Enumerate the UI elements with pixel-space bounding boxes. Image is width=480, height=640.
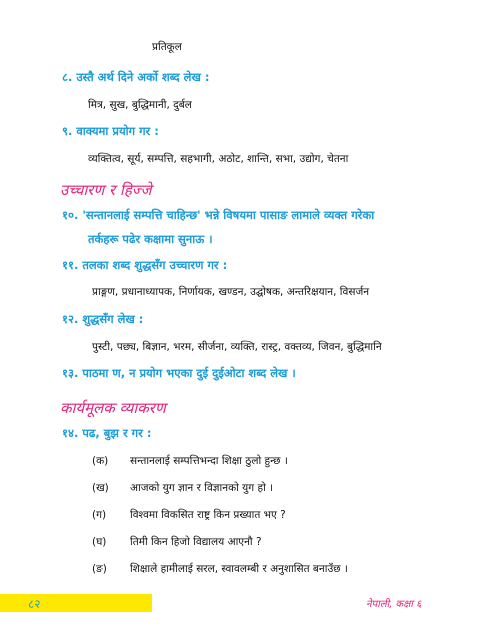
- question-13: १३. पाठमा ण, न प्रयोग भएका दुई दुईओटा शब्द लेख ।: [62, 366, 296, 380]
- item-marker: (ख): [92, 482, 109, 494]
- question-14: १४. पढ, बुझ र गर :: [62, 426, 152, 440]
- item-marker: (घ): [92, 536, 107, 548]
- question-11: ११. तलका शब्द शुद्धसँग उच्चारण गर :: [62, 258, 228, 272]
- question-9: ९. वाक्यमा प्रयोग गर :: [62, 124, 159, 138]
- answer-12: पुस्टी, पछ्य, बिज्ञान, भरम, सीर्जना, व्यक्ति, रास्ट्र, वक्तव्य, जिवन, बुद्धिमानि: [92, 341, 382, 353]
- item-text: शिक्षाले हामीलाई सरल, स्वावलम्बी र अनुशासित बनाउँछ ।: [130, 563, 348, 575]
- list-item: [92, 562, 348, 576]
- list-item: [92, 481, 273, 495]
- list-item: [92, 508, 286, 522]
- list-item: [92, 535, 262, 549]
- item-marker: (ङ): [92, 563, 107, 575]
- answer-11: प्राङ्गण, प्रधानाध्यापक, निर्णायक, खण्डन, उद्घोषक, अन्तरिक्षयान, विसर्जन: [92, 286, 370, 298]
- answer-9: व्यक्तित्व, सूर्य, सम्पत्ति, सहभागी, अठोट, शान्ति, सभा, उद्योग, चेतना: [88, 153, 349, 165]
- item-text: आजको युग ज्ञान र विज्ञानको युग हो ।: [130, 482, 274, 494]
- previous-answer: प्रतिकूल: [152, 41, 182, 53]
- question-10-line1: १०. 'सन्तानलाई सम्पत्ति चाहिन्छ' भन्ने विषयमा पासाङ लामाले व्यक्त गरेका: [62, 208, 375, 222]
- list-item: [92, 454, 288, 468]
- section-heading-pronunciation: उच्चारण र हिज्जे: [60, 181, 152, 199]
- answer-8: मित्र, सुख, बुद्धिमानी, दुर्बल: [88, 99, 192, 111]
- question-10-line2: तर्कहरू पढेर कक्षामा सुनाऊ ।: [88, 232, 213, 246]
- item-marker: (क): [92, 455, 109, 467]
- item-text: विश्वमा विकसित राष्ट्र किन प्रख्यात भए ?: [130, 509, 286, 521]
- item-text: तिमी किन हिजो विद्यालय आएनौ ?: [130, 536, 262, 548]
- footer-bar: [0, 594, 152, 612]
- item-text: सन्तानलाई सम्पत्तिभन्दा शिक्षा ठुलो हुन्छ ।: [130, 455, 288, 467]
- section-heading-grammar: कार्यमूलक व्याकरण: [60, 399, 166, 417]
- page-number: ८२: [28, 597, 41, 611]
- question-12: १२. शुद्धसँग लेख :: [62, 312, 144, 326]
- question-8: ८. उस्तै अर्थ दिने अर्को शब्द लेख :: [62, 70, 210, 84]
- item-marker: (ग): [92, 509, 107, 521]
- footer-book-title: नेपाली, कक्षा ६: [366, 599, 422, 610]
